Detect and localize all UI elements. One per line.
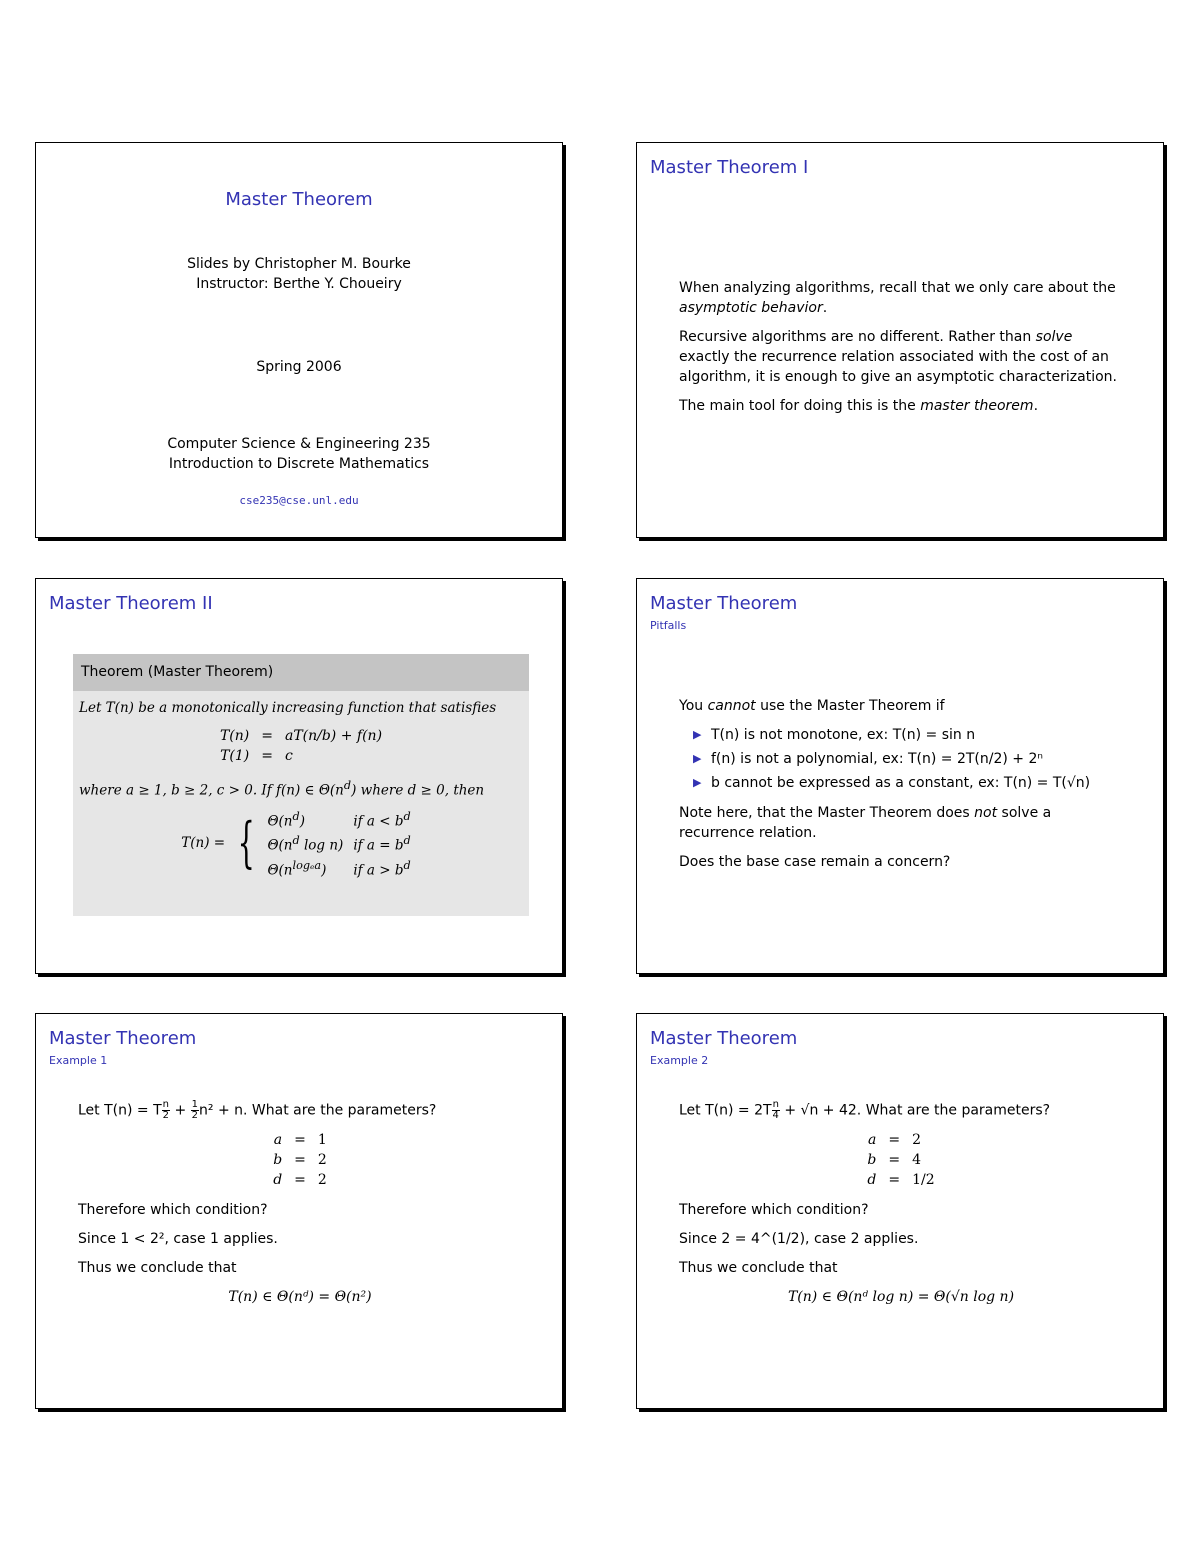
which-condition: Therefore which condition? <box>679 1202 869 1218</box>
text: Recursive algorithms are no different. Rather than <box>679 329 1036 345</box>
bullet-triangle-icon: ▶ <box>693 752 702 765</box>
eq1-rhs: aT(n/b) + f(n) <box>284 728 383 744</box>
slide-subtitle: Example 1 <box>49 1054 108 1067</box>
slide-title: Master Theorem <box>225 189 373 210</box>
bullet-triangle-icon: ▶ <box>693 728 702 741</box>
course-line1: Computer Science & Engineering 235 <box>167 436 431 452</box>
slide-pitfalls <box>636 578 1164 974</box>
slide-title: Master Theorem <box>650 593 798 614</box>
text: When analyzing algorithms, recall that we only care about the <box>679 280 1116 296</box>
slide-title: Master Theorem <box>650 1028 798 1049</box>
text: d <box>343 779 352 792</box>
slide-master-theorem-2 <box>35 578 563 974</box>
eq2-rhs: c <box>284 748 293 764</box>
param-row: d = 1/2 <box>867 1172 935 1188</box>
text: ) where d ≥ 0, then <box>351 782 485 799</box>
param-row: a = 1 <box>273 1132 327 1148</box>
eq2-lhs: T(1) <box>220 748 250 764</box>
problem-statement: Let T(n) = 2T $\frac{n}{4}$ + √n + 42. What are the parameters? <box>679 1099 1051 1121</box>
emph-text: solve <box>1035 329 1073 345</box>
result: T(n) ∈ Θ(nᵈ log n) = Θ(√n log n) <box>787 1289 1015 1305</box>
slide-subtitle: Pitfalls <box>650 619 687 632</box>
thus-statement: Thus we conclude that <box>78 1260 237 1276</box>
author-block <box>36 254 562 294</box>
parameters-table <box>267 1130 333 1190</box>
pitfalls-intro <box>679 696 1123 716</box>
emph-text: not <box>974 805 998 821</box>
paragraph-3 <box>679 396 1123 416</box>
parameters-table <box>861 1130 940 1190</box>
slide-example-1 <box>35 1013 563 1409</box>
cases-table <box>267 807 420 881</box>
case-row: $\Theta(n^d)$ if $a < b^d$ <box>267 809 411 829</box>
bullet-triangle-icon: ▶ <box>693 776 702 789</box>
param-row: b = 2 <box>273 1152 327 1168</box>
course-block <box>36 434 562 474</box>
question: Does the base case remain a concern? <box>679 854 951 870</box>
since-statement: Since 2 = 4^(1/2), case 2 applies. <box>679 1231 919 1247</box>
emph-text: cannot <box>707 698 756 714</box>
recurrence-equations: T(n) = aT(n/b) + f(n) T(1) = c <box>214 726 388 766</box>
param-row: d = 2 <box>273 1172 327 1188</box>
text: b cannot be expressed as a constant, ex: T(n) = T(√n) <box>711 775 1091 791</box>
slide-body <box>679 278 1123 425</box>
theorem-intro: Let T(n) be a monotonically increasing function that satisfies <box>79 700 497 716</box>
emph-text: master theorem <box>920 398 1034 414</box>
paragraph-1 <box>679 278 1123 318</box>
theorem-block <box>73 654 529 916</box>
text: The main tool for doing this is the <box>679 398 921 414</box>
since-statement: Since 1 < 2², case 1 applies. <box>78 1231 278 1247</box>
slide-body <box>78 1100 522 1316</box>
theorem-heading: Theorem (Master Theorem) <box>73 654 529 691</box>
theorem-body <box>73 691 529 888</box>
text: . <box>822 300 828 316</box>
slide-title-page <box>35 142 563 538</box>
email-link[interactable]: cse235@cse.unl.edu <box>239 494 359 507</box>
instructor: Instructor: Berthe Y. Choueiry <box>196 276 402 292</box>
text: use the Master Theorem if <box>755 698 945 714</box>
slide-example-2 <box>636 1013 1164 1409</box>
text: . <box>1033 398 1039 414</box>
slide-body <box>679 696 1123 881</box>
text: T(n) is not monotone, ex: T(n) = sin n <box>711 727 976 743</box>
case-row: $\Theta(n^{log_ea})$ if $a > b^d$ <box>267 858 411 878</box>
param-row: a = 2 <box>867 1132 921 1148</box>
case-row: $\Theta(n^d$ log n) if $a = b^d$ <box>267 834 411 854</box>
thus-statement: Thus we conclude that <box>679 1260 838 1276</box>
eq1-lhs: T(n) <box>219 728 250 744</box>
slide-title: Master Theorem II <box>49 593 213 614</box>
author: Slides by Christopher M. Bourke <box>187 256 411 272</box>
text: solve a recurrence relation. <box>679 805 1052 841</box>
text: f(n) is not a polynomial, ex: T(n) = 2T(n/2) + 2ⁿ <box>711 751 1043 767</box>
paragraph-2 <box>679 327 1123 387</box>
list-item <box>693 725 1123 745</box>
slide-title: Master Theorem I <box>650 157 809 178</box>
result: T(n) ∈ Θ(nᵈ) = Θ(n²) <box>228 1289 372 1305</box>
problem-statement: Let T(n) = T $\frac{n}{2}$ + $\frac{1}{2}$ n² + n. What are the parameters? <box>78 1099 437 1121</box>
slide-body <box>679 1100 1123 1316</box>
slide-master-theorem-1 <box>636 142 1164 538</box>
note <box>679 803 1123 843</box>
left-brace-icon: { <box>237 811 255 875</box>
text: where a ≥ 1, b ≥ 2, c > 0. If f(n) ∈ Θ(n <box>79 782 344 799</box>
slide-subtitle: Example 2 <box>650 1054 709 1067</box>
pitfalls-list <box>679 725 1123 793</box>
text: Note here, that the Master Theorem does <box>679 805 975 821</box>
theorem-conditions <box>79 776 523 801</box>
list-item <box>693 773 1123 793</box>
list-item <box>693 749 1123 769</box>
param-row: b = 4 <box>867 1152 921 1168</box>
case-lhs: T(n) = <box>181 834 226 851</box>
course-line2: Introduction to Discrete Mathematics <box>168 456 430 472</box>
text: exactly the recurrence relation associated with the cost of an algorithm, it is enough to give an asymptotic characterization. <box>679 349 1117 385</box>
slide-title: Master Theorem <box>49 1028 197 1049</box>
which-condition: Therefore which condition? <box>78 1202 268 1218</box>
theorem-cases <box>79 807 523 881</box>
text: You <box>679 698 708 714</box>
emph-text: asymptotic behavior <box>679 300 823 316</box>
date: Spring 2006 <box>256 359 342 375</box>
